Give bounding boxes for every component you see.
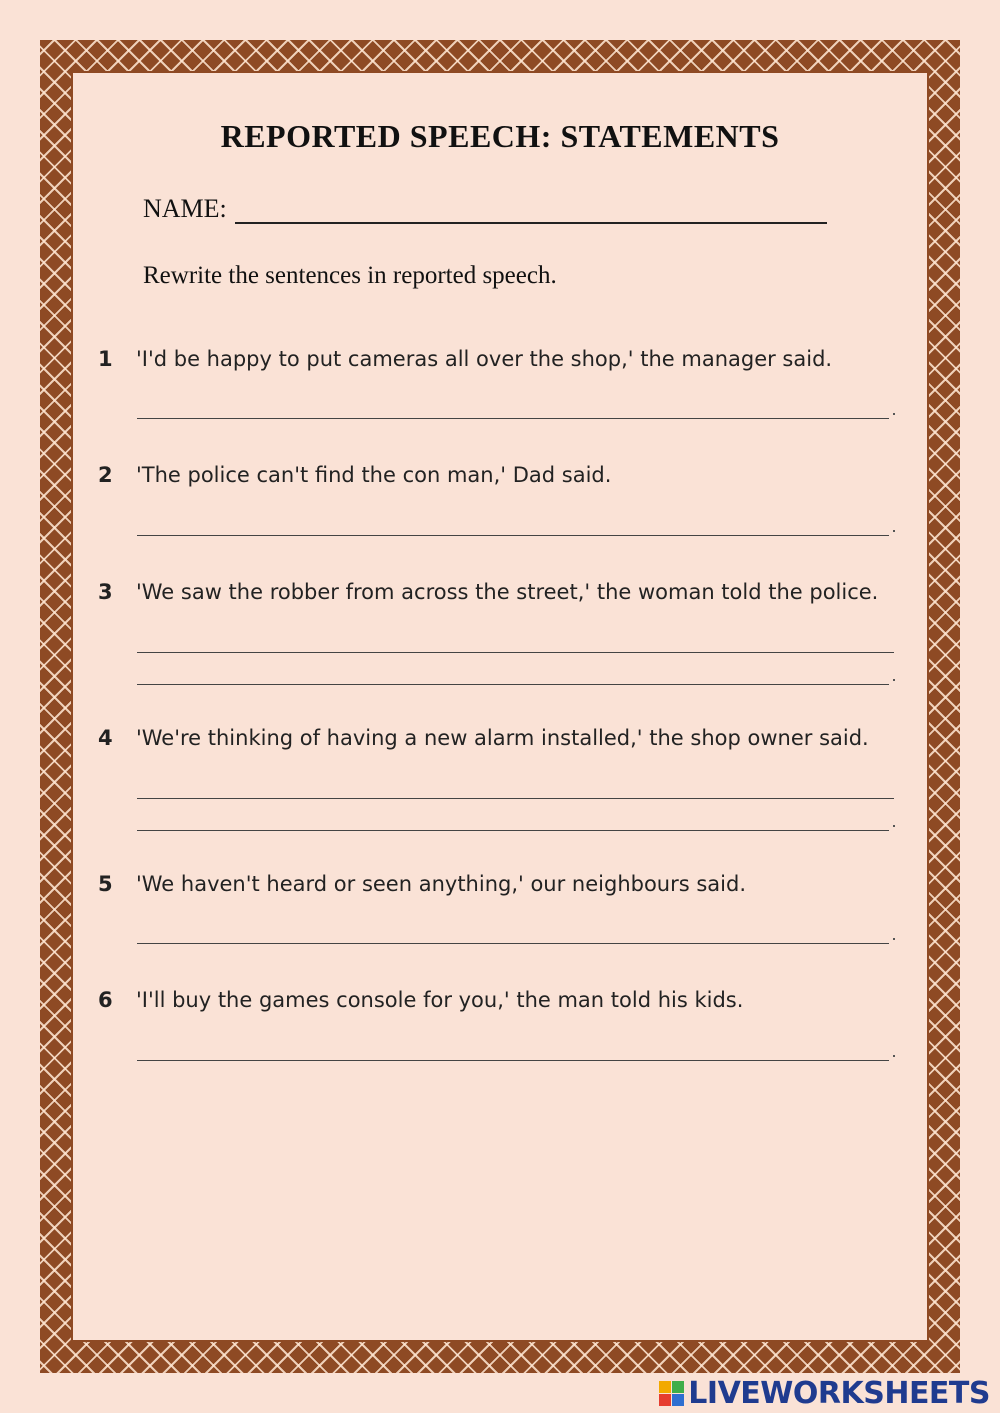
period-mark <box>893 679 895 681</box>
question-number: 1 <box>98 347 113 371</box>
question-5 <box>98 872 746 896</box>
question-text: 'We saw the robber from across the street,' the woman told the police. <box>136 580 879 604</box>
logo-icon <box>659 1381 684 1406</box>
answer-line-2[interactable] <box>137 535 889 536</box>
name-input-line[interactable] <box>235 192 827 224</box>
question-text: 'I'd be happy to put cameras all over the shop,' the manager said. <box>136 347 833 371</box>
question-number: 6 <box>98 988 113 1012</box>
question-number: 2 <box>98 463 113 487</box>
question-3 <box>98 580 878 604</box>
question-2 <box>98 463 611 487</box>
worksheet-title: REPORTED SPEECH: STATEMENTS <box>220 118 780 154</box>
liveworksheets-logo <box>659 1376 990 1411</box>
period-mark <box>893 413 895 415</box>
name-row <box>143 192 827 224</box>
name-label: NAME: <box>143 194 227 223</box>
period-mark <box>893 825 895 827</box>
answer-line-3a[interactable] <box>137 652 894 653</box>
instructions: Rewrite the sentences in reported speech. <box>143 262 557 289</box>
period-mark <box>893 1055 895 1057</box>
question-number: 3 <box>98 580 113 604</box>
question-4 <box>98 726 869 750</box>
question-text: 'The police can't find the con man,' Dad said. <box>136 463 612 487</box>
question-1 <box>98 347 832 371</box>
question-number: 4 <box>98 726 113 750</box>
question-6 <box>98 988 743 1012</box>
answer-line-5[interactable] <box>137 943 889 944</box>
answer-line-1[interactable] <box>137 418 889 419</box>
answer-line-4b[interactable] <box>137 830 889 831</box>
question-text: 'We're thinking of having a new alarm installed,' the shop owner said. <box>136 726 869 750</box>
question-text: 'We haven't heard or seen anything,' our neighbours said. <box>136 872 747 896</box>
period-mark <box>893 530 895 532</box>
answer-line-4a[interactable] <box>137 798 894 799</box>
logo-text: LIVEWORKSHEETS <box>688 1376 990 1411</box>
answer-line-3b[interactable] <box>137 684 889 685</box>
period-mark <box>893 938 895 940</box>
question-number: 5 <box>98 872 113 896</box>
question-text: 'I'll buy the games console for you,' the man told his kids. <box>136 988 744 1012</box>
answer-line-6[interactable] <box>137 1060 889 1061</box>
